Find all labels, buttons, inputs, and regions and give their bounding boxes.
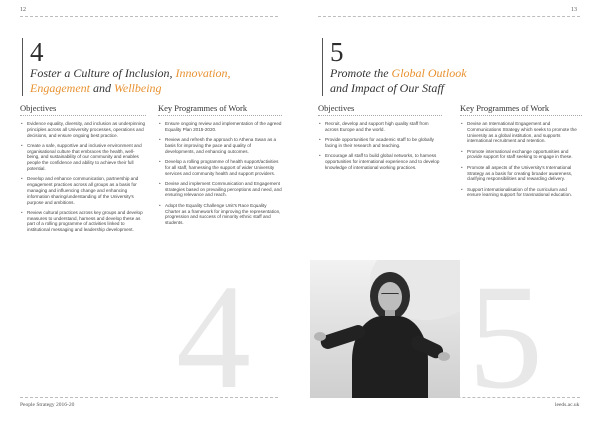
- speaker-photo: [310, 260, 460, 398]
- list-item: • Devise an International Engagement and Communications Strategy which seeks to promote the University as a global institution, and supports international recruitment and retention.: [460, 121, 582, 144]
- objectives-list: [20, 121, 146, 233]
- section-header-5: [322, 38, 467, 96]
- list-item: • Review cultural practices across key groups and develop measures to understand, harness and develop these as part of a rolling programme of activities linked to institutional messaging and leadership development.: [20, 210, 146, 233]
- title-highlight: Wellbeing: [113, 81, 162, 95]
- title-highlight: Engagement: [30, 81, 90, 95]
- list-item: • Recruit, develop and support high quality staff from across Europe and the world.: [318, 121, 442, 133]
- objectives-heading: Objectives: [20, 103, 146, 116]
- programmes-heading: Key Programmes of Work: [460, 103, 582, 116]
- list-item: • Evidence equality, diversity, and inclusion as underpinning principles across all University processes, operations and decisions, and ensure ongoing best practice.: [20, 121, 146, 138]
- page-number: 12: [20, 7, 26, 13]
- title-line-1: [30, 66, 231, 81]
- title-line-2: [30, 81, 231, 96]
- list-item: • Provide opportunities for academic staff to be globally facing in their research and teaching.: [318, 137, 442, 149]
- section-number: 4: [30, 37, 44, 67]
- list-item: • Ensure ongoing review and implementation of the agreed Equality Plan 2015-2020.: [158, 121, 282, 133]
- title-highlight: Innovation,: [175, 66, 231, 80]
- list-item: • Adopt the Equality Challenge Unit's Race Equality Charter as a framework for improving the representation, progression and success of minority ethnic staff and students.: [158, 203, 282, 226]
- list-item: • Support internationalisation of the curriculum and ensure learning support for transnational education.: [460, 187, 582, 199]
- footer-text: leeds.ac.uk: [555, 402, 580, 408]
- big-section-number: 4: [176, 254, 251, 420]
- list-item: • Create a safe, supportive and inclusive environment and organisational culture that embraces the health, well-being, and sustainability of our community and enables people the confidence and ability to achieve their full potential.: [20, 143, 146, 172]
- list-item: • Promote all aspects of the University's International Strategy as a basis for creating broader awareness, clarifying responsibilities and rewarding delivery.: [460, 165, 582, 182]
- list-item: • Devise and implement Communication and Engagement strategies based on prevailing perceptions and need, and ensuring relevance and reach.: [158, 181, 282, 198]
- title-text: and: [89, 81, 114, 95]
- footer-text: People Strategy 2016-20: [20, 402, 75, 408]
- title-text: Promote the: [330, 66, 392, 80]
- big-section-number: 5: [468, 254, 543, 420]
- programmes-column: [460, 103, 582, 203]
- bottom-divider: [20, 397, 278, 398]
- programmes-column: [158, 103, 282, 230]
- title-line-2: [330, 81, 467, 96]
- section-number: 5: [330, 37, 344, 67]
- objectives-list: [318, 121, 442, 171]
- programmes-heading: Key Programmes of Work: [158, 103, 282, 116]
- list-item: • Develop a rolling programme of health support/activities for all staff, harnessing the support of wider University services and community health and support providers.: [158, 159, 282, 176]
- programmes-list: [158, 121, 282, 226]
- list-item: • Review and refresh the approach to Athena Swan as a basis for improving the pace and quality of developments, and enhancing outcomes.: [158, 137, 282, 154]
- page-number: 13: [571, 7, 577, 13]
- list-item: • Encourage all staff to build global networks, to harness opportunities for international experience and to develop knowledge of international working practices.: [318, 153, 442, 170]
- top-divider: [20, 16, 278, 17]
- title-text: Foster a Culture of Inclusion,: [30, 66, 176, 80]
- list-item: • Promote international exchange opportunities and provide support for staff seeking to engage in these.: [460, 149, 582, 161]
- top-divider: [318, 16, 580, 17]
- title-highlight: Global Outlook: [391, 66, 467, 80]
- section-header-4: [22, 38, 231, 96]
- title-text: and Impact of Our Staff: [330, 81, 444, 95]
- objectives-heading: Objectives: [318, 103, 442, 116]
- section-title: [30, 66, 231, 96]
- programmes-list: [460, 121, 582, 198]
- list-item: • Develop and enhance communication, partnership and engagement practices across all groups as a basis for managing and influencing change and enhancing information sharing/understanding of the University's purpose and ambitions.: [20, 176, 146, 205]
- section-title: [330, 66, 467, 96]
- title-line-1: [330, 66, 467, 81]
- objectives-column: [318, 103, 442, 175]
- objectives-column: [20, 103, 146, 238]
